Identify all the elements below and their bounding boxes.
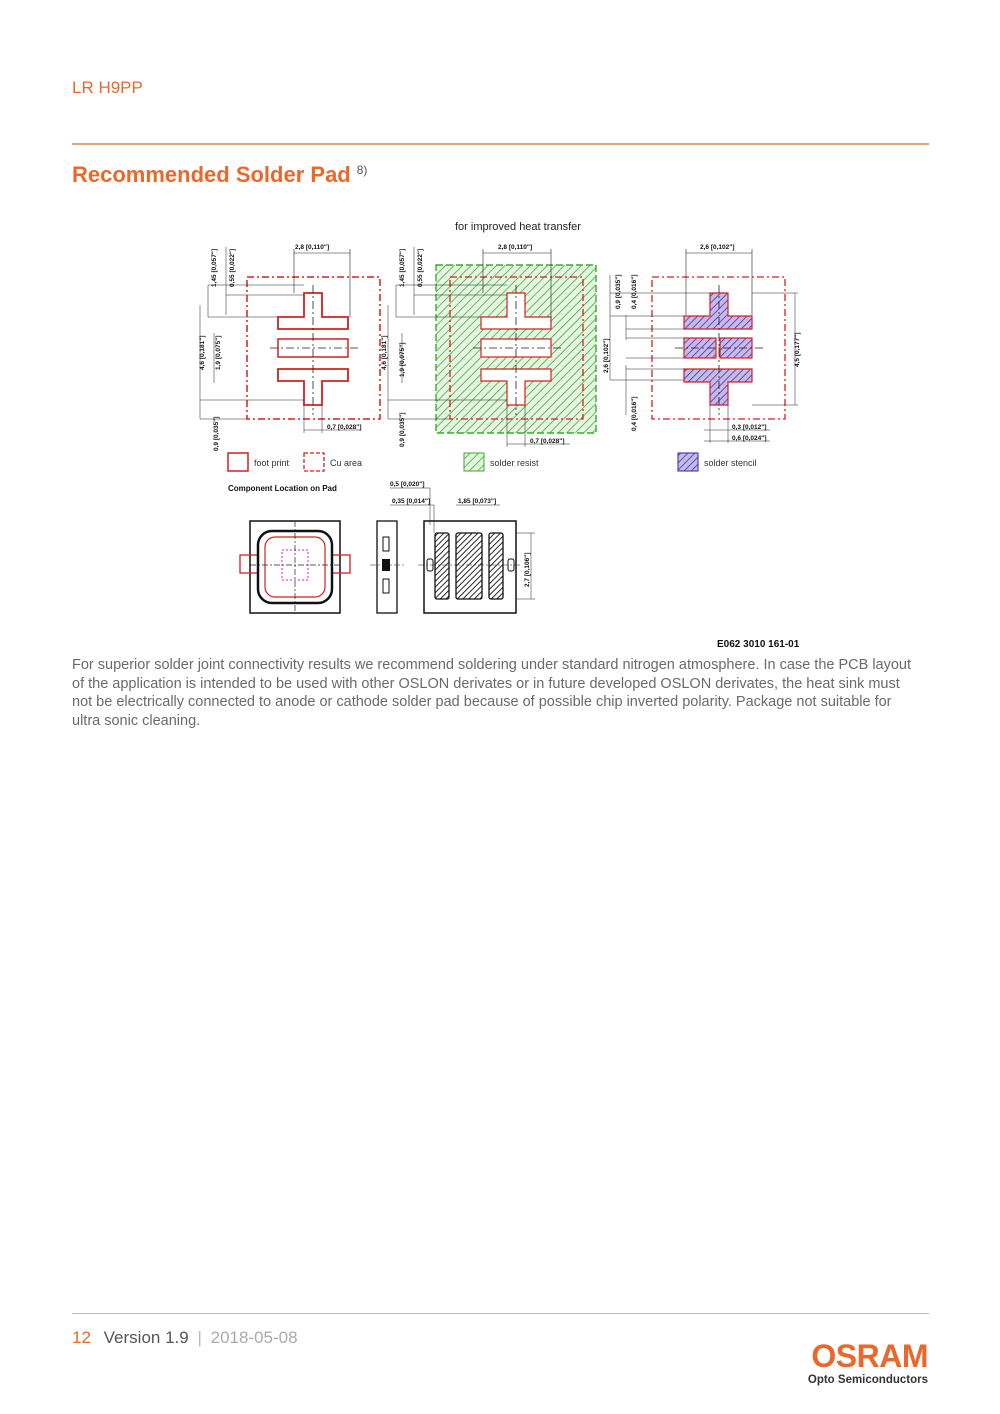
component-bottom-view bbox=[390, 481, 535, 613]
section-title bbox=[72, 162, 367, 188]
dim-label: 0,55 [0,022"] bbox=[229, 248, 236, 287]
dim-label: 0,6 [0,024"] bbox=[732, 435, 767, 442]
drawing-id: E062 3010 161-01 bbox=[717, 639, 800, 650]
solder-resist-view bbox=[381, 244, 596, 447]
dim-label: 2,8 [0,110"] bbox=[498, 244, 533, 251]
release-date: 2018-05-08 bbox=[210, 1328, 298, 1347]
solder-resist-swatch bbox=[464, 453, 484, 471]
dim-label: 4,6 [0,181"] bbox=[199, 335, 206, 370]
cu-area-swatch bbox=[304, 453, 324, 471]
body-paragraph: For superior solder joint connectivity results we recommend soldering under standard nitrogen atmosphere. In case the PCB layout of the application is intended to be used with other OSLON derivates or in future developed OSLON derivates, the heat sink must not be electrically connected to anode or cathode solder pad because of possible chip inverted polarity. Package not suitable for ultra sonic cleaning. bbox=[72, 657, 912, 729]
dim-label: 2,8 [0,110"] bbox=[295, 244, 330, 251]
dim-label: 1,9 [0,075"] bbox=[215, 335, 222, 370]
dim-label: 2,6 [0,102"] bbox=[700, 244, 735, 251]
document-title: LR H9PP bbox=[72, 78, 143, 97]
osram-logo bbox=[808, 1340, 928, 1386]
dim-label: 2,6 [0,102"] bbox=[603, 338, 610, 373]
footnote-marker: 8) bbox=[356, 162, 368, 177]
legend bbox=[228, 453, 757, 471]
dim-label: 0,9 [0,035"] bbox=[615, 274, 622, 309]
solder-pad-drawing bbox=[190, 215, 820, 655]
header-divider bbox=[72, 143, 929, 145]
solder-stencil-view bbox=[603, 244, 801, 443]
dim-label: 1,45 [0,057"] bbox=[399, 248, 406, 287]
logo-brand: OSRAM bbox=[811, 1338, 928, 1374]
dim-label: 0,5 [0,020"] bbox=[390, 481, 425, 488]
dim-label: 0,3 [0,012"] bbox=[732, 424, 767, 431]
legend-cu-area: Cu area bbox=[330, 458, 363, 468]
heat-transfer-caption: for improved heat transfer bbox=[455, 221, 581, 233]
logo-tagline: Opto Semiconductors bbox=[807, 1374, 928, 1386]
stencil-bottom bbox=[684, 369, 752, 405]
dim-label: 4,6 [0,181"] bbox=[381, 335, 388, 370]
stencil-top bbox=[684, 293, 752, 329]
legend-solder-resist: solder resist bbox=[490, 458, 539, 468]
dim-label: 1,9 [0,075"] bbox=[399, 342, 406, 377]
dim-label: 0,7 [0,028"] bbox=[530, 438, 565, 445]
footer bbox=[72, 1328, 298, 1348]
legend-solder-stencil: solder stencil bbox=[704, 458, 757, 468]
dim-label: 2,7 [0,106"] bbox=[524, 552, 531, 587]
legend-foot-print: foot print bbox=[254, 458, 290, 468]
foot-print-swatch bbox=[228, 453, 248, 471]
dim-label: 0,9 [0,035"] bbox=[213, 416, 220, 451]
dim-label: 1,85 [0,073"] bbox=[458, 498, 497, 505]
component-side-view bbox=[370, 521, 404, 613]
version-label: Version 1.9 bbox=[103, 1328, 189, 1347]
dim-label: 4,5 [0,177"] bbox=[794, 332, 801, 367]
component-top-view bbox=[240, 521, 350, 613]
dim-label: 0,7 [0,028"] bbox=[327, 424, 362, 431]
footer-divider bbox=[72, 1313, 929, 1314]
dim-label: 0,4 [0,016"] bbox=[631, 396, 638, 431]
section-title-text: Recommended Solder Pad bbox=[72, 162, 351, 187]
solder-stencil-swatch bbox=[678, 453, 698, 471]
page-number: 12 bbox=[72, 1328, 91, 1347]
dim-label: 0,55 [0,022"] bbox=[417, 248, 424, 287]
dim-label: 0,9 [0,035"] bbox=[399, 412, 406, 447]
dim-label: 1,45 [0,057"] bbox=[211, 248, 218, 287]
footer-separator: | bbox=[197, 1328, 202, 1347]
footprint-view bbox=[199, 244, 380, 451]
dim-label: 0,4 [0,016"] bbox=[631, 274, 638, 309]
dim-label: 0,35 [0,014"] bbox=[392, 498, 431, 505]
component-location-caption: Component Location on Pad bbox=[228, 484, 337, 493]
